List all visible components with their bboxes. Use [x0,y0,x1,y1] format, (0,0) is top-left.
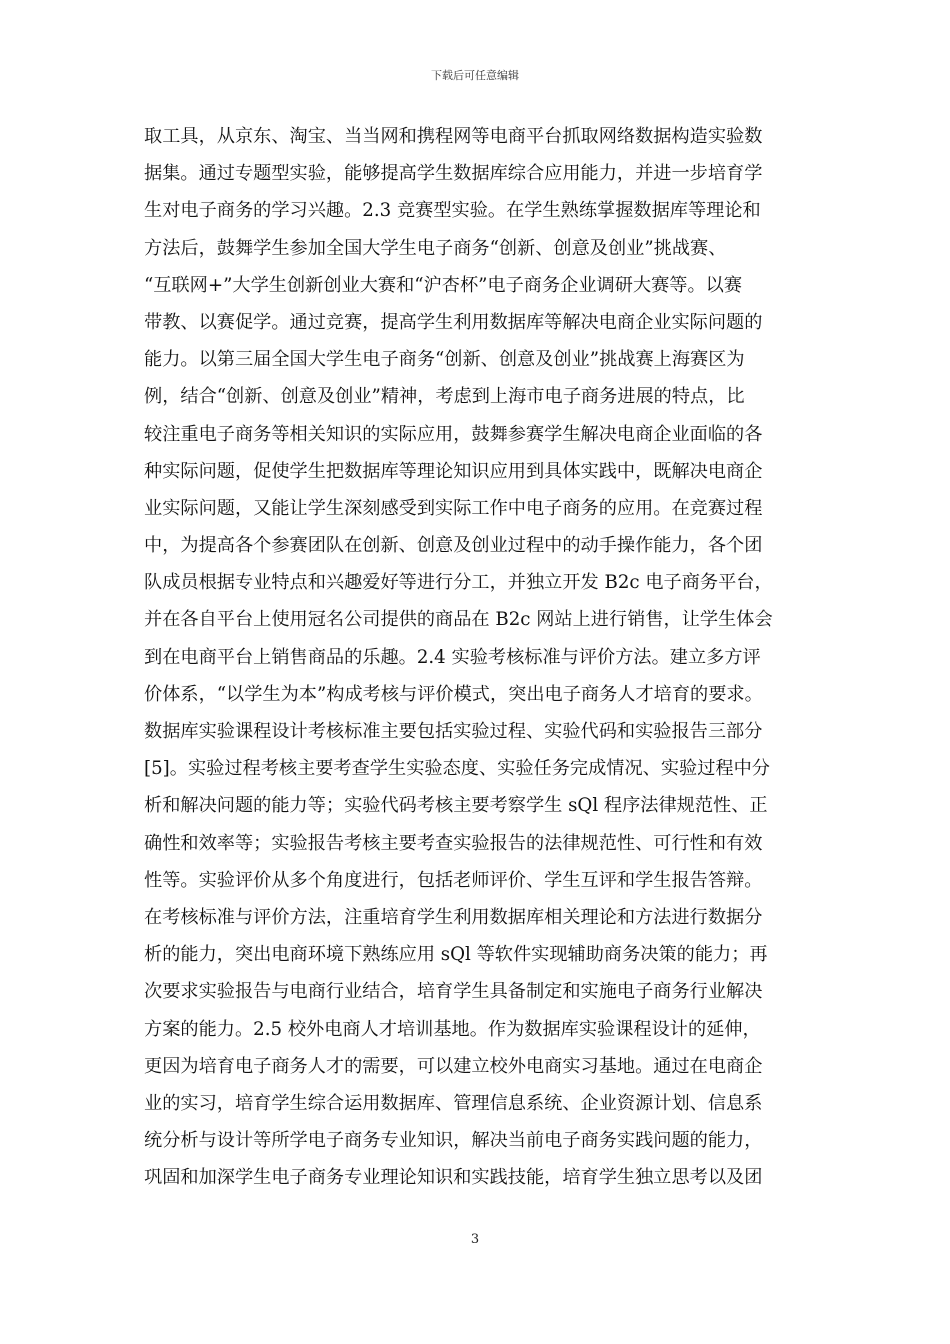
text-line: 取工具，从京东、淘宝、当当网和携程网等电商平台抓取网络数据构造实验数 [144,126,763,147]
text-line: [5]。实验过程考核主要考查学生实验态度、实验任务完成情况、实验过程中分 [144,758,770,780]
text-line: 方案的能力。2.5 校外电商人才培训基地。作为数据库实验课程设计的延伸， [144,1018,761,1040]
text-line: 例，结合“创新、创意及创业”精神，考虑到上海市电子商务进展的特点，比 [144,386,745,408]
page-number: 3 [470,1232,480,1247]
text-line: “互联网+”大学生创新创业大赛和“沪杏杯”电子商务企业调研大赛等。以赛 [144,274,743,296]
text-line: 方法后，鼓舞学生参加全国大学生电子商务“创新、创意及创业”挑战赛、 [144,237,727,259]
text-line: 据集。通过专题型实验，能够提高学生数据库综合应用能力，并进一步培育学 [144,163,763,185]
text-line: 析的能力，突出电商环境下熟练应用 sQl 等软件实现辅助商务决策的能力；再 [144,944,768,966]
text-line: 能力。以第三届全国大学生电子商务“创新、创意及创业”挑战赛上海赛区为 [144,349,745,371]
text-line: 中，为提高各个参赛团队在创新、创意及创业过程中的动手操作能力，各个团 [144,535,763,557]
text-line: 业实际问题，又能让学生深刻感受到实际工作中电子商务的应用。在竞赛过程 [144,497,763,519]
text-line: 到在电商平台上销售商品的乐趣。2.4 实验考核标准与评价方法。建立多方评 [144,646,761,668]
text-line: 业的实习，培育学生综合运用数据库、管理信息系统、企业资源计划、信息系 [144,1092,763,1114]
text-line: 性等。实验评价从多个角度进行，包括老师评价、学生互评和学生报告答辩。 [144,869,763,891]
text-line: 次要求实验报告与电商行业结合，培育学生具备制定和实施电子商务行业解决 [144,981,763,1003]
text-line: 在考核标准与评价方法，注重培育学生利用数据库相关理论和方法进行数据分 [144,906,763,928]
page-header: 下载后可任意编辑 [431,69,519,82]
text-line: 队成员根据专业特点和兴趣爱好等进行分工，并独立开发 B2c 电子商务平台， [144,572,773,594]
text-line: 并在各自平台上使用冠名公司提供的商品在 B2c 网站上进行销售，让学生体会 [144,609,773,631]
text-line: 数据库实验课程设计考核标准主要包括实验过程、实验代码和实验报告三部分 [144,721,763,742]
text-line: 统分析与设计等所学电子商务专业知识，解决当前电子商务实践问题的能力， [144,1130,763,1152]
text-line: 巩固和加深学生电子商务专业理论知识和实践技能，培育学生独立思考以及团 [144,1167,763,1189]
text-line: 种实际问题，促使学生把数据库等理论知识应用到具体实践中，既解决电商企 [144,460,763,482]
text-line: 带教、以赛促学。通过竞赛，提高学生利用数据库等解决电商企业实际问题的 [144,311,763,333]
text-line: 析和解决问题的能力等；实验代码考核主要考察学生 sQl 程序法律规范性、正 [144,795,768,817]
text-line: 生对电子商务的学习兴趣。2.3 竞赛型实验。在学生熟练掌握数据库等理论和 [144,200,761,222]
text-line: 较注重电子商务等相关知识的实际应用，鼓舞参赛学生解决电商企业面临的各 [144,423,763,445]
text-line: 确性和效率等；实验报告考核主要考查实验报告的法律规范性、可行性和有效 [144,832,763,854]
text-line: 价体系，“以学生为本”构成考核与评价模式，突出电子商务人才培育的要求。 [144,683,763,705]
text-line: 更因为培育电子商务人才的需要，可以建立校外电商实习基地。通过在电商企 [144,1055,763,1077]
body-text [144,118,814,1196]
